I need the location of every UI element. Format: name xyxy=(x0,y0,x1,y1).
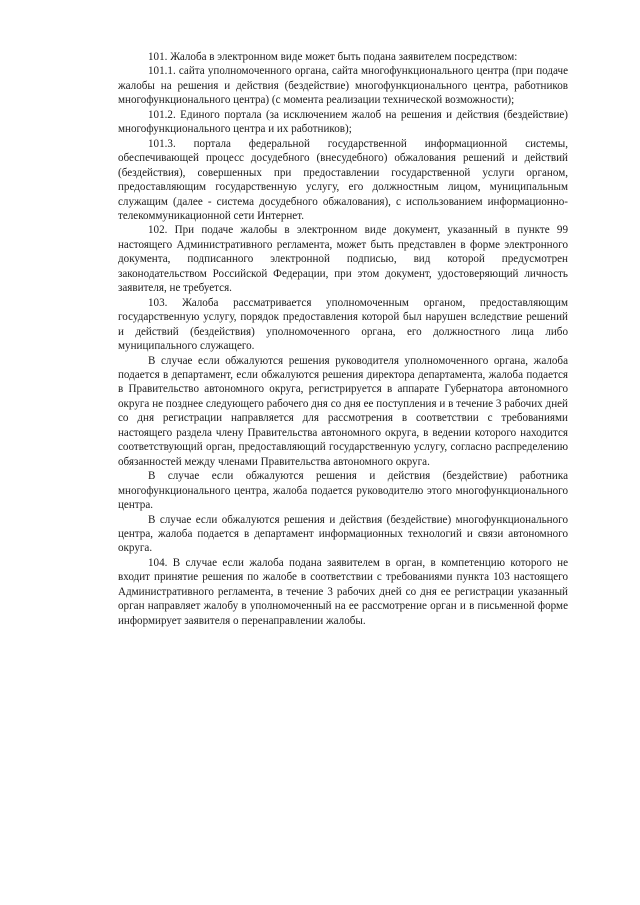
document-page xyxy=(118,50,568,628)
paragraph-104: 104. В случае если жалоба подана заявителем в орган, в компетенцию которого не входит принятие решения по жалобе в соответствии с требованиями пункта 103 настоящего Административного регламента, в течение 3 рабочих дней со дня ее регистрации указанный орган направляет жалобу в уполномоченный на ее рассмотрение орган и в письменной форме информирует заявителя о перенаправлении жалобы. xyxy=(118,556,568,627)
paragraph-103-head-complaint: В случае если обжалуются решения руководителя уполномоченного органа, жалоба подается в департамент, если обжалуются решения директора департамента, жалоба подается в Правительство автономного округа, регистрируется в аппарате Губернатора автономного округа не позднее следующего рабочего дня со дня ее поступления и в течение 3 рабочих дней со дня регистрации направляется для рассмотрения в соответствии с требованиями настоящего раздела члену Правительства автономного округа, в ведении которого находится соответствующий орган, предоставляющий государственную услугу, согласно распределению обязанностей между членами Правительства автономного округа. xyxy=(118,354,568,468)
paragraph-102: 102. При подаче жалобы в электронном виде документ, указанный в пункте 99 настоящего Административного регламента, может быть представлен в форме электронного документа, подписанного электронной подписью, вид которой предусмотрен законодательством Российской Федерации, при этом документ, удостоверяющий личность заявителя, не требуется. xyxy=(118,224,568,295)
paragraph-103: 103. Жалоба рассматривается уполномоченным органом, предоставляющим государственную услугу, порядок предоставления которой был нарушен вследствие решений и действий (бездействия) уполномоченного органа, его должностного лица либо муниципального служащего. xyxy=(118,296,568,353)
paragraph-101-3: 101.3. портала федеральной государственной информационной системы, обеспечивающей процесс досудебного (внесудебного) обжалования решений и действий (бездействия), совершенных при предоставлении государственной услуги органом, предоставляющим государственную услугу, его должностным лицом, муниципальным служащим (далее - система досудебного обжалования), с использованием информационно-телекоммуникационной сети Интернет. xyxy=(118,137,568,222)
paragraph-101-2: 101.2. Единого портала (за исключением жалоб на решения и действия (бездействие) многофункционального центра и их работников); xyxy=(118,108,568,136)
paragraph-103-mfc: В случае если обжалуются решения и действия (бездействие) многофункционального центра, жалоба подается в департамент информационных технологий и связи автономного округа. xyxy=(118,513,568,555)
paragraph-103-mfc-worker: В случае если обжалуются решения и действия (бездействие) работника многофункционального центра, жалоба подается руководителю этого многофункционального центра. xyxy=(118,470,568,512)
paragraph-101-1: 101.1. сайта уполномоченного органа, сайта многофункционального центра (при подаче жалобы на решения и действия (бездействие) многофункционального центра, работников многофункционального центра) (с момента реализации технической возможности); xyxy=(118,65,568,107)
paragraph-101: 101. Жалоба в электронном виде может быть подана заявителем посредством: xyxy=(148,51,518,63)
